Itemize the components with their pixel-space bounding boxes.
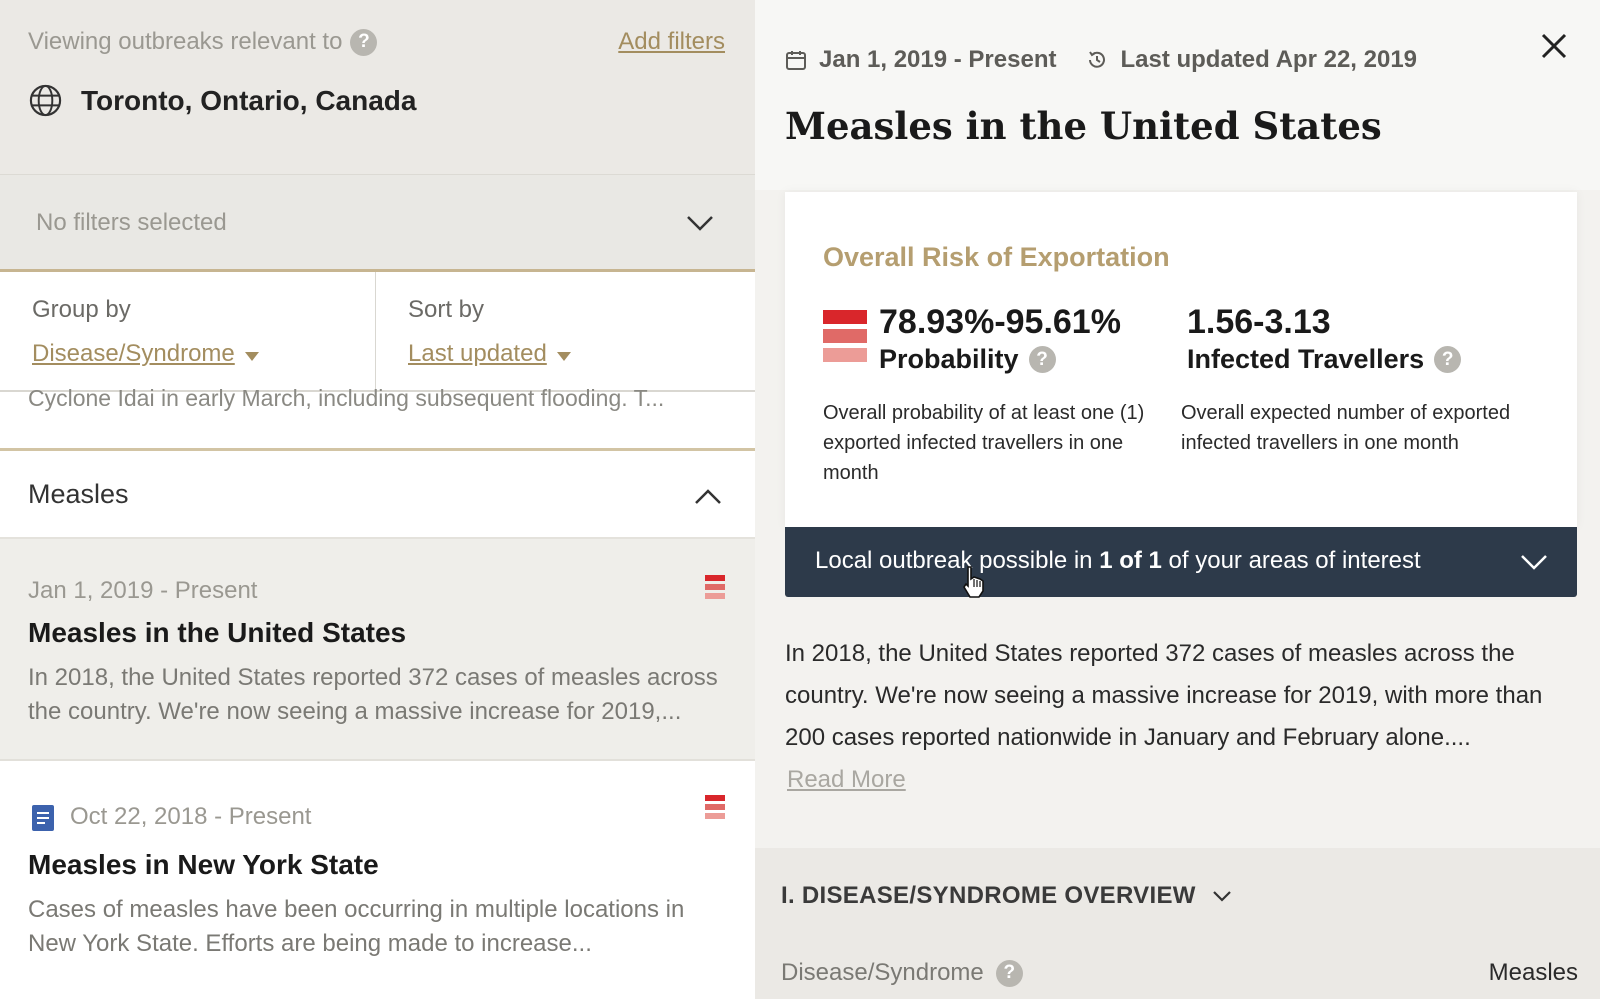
- chevron-down-icon: [685, 213, 715, 233]
- card-date: Jan 1, 2019 - Present: [28, 577, 258, 604]
- help-icon[interactable]: ?: [350, 29, 377, 56]
- card-title: Measles in the United States: [28, 617, 407, 648]
- travellers-value: 1.56-3.13: [1187, 303, 1331, 341]
- help-icon[interactable]: ?: [996, 960, 1023, 987]
- travellers-description: Overall expected number of exported infected travellers in one month: [1181, 402, 1511, 454]
- globe-icon: [28, 83, 63, 118]
- travellers-label: Infected Travellers: [1187, 344, 1425, 374]
- caret-down-icon: [245, 352, 259, 361]
- detail-title: Measles in the United States: [785, 104, 1382, 148]
- location-row: [28, 83, 416, 118]
- probability-description: Overall probability of at least one (1) exported infected travellers in one month: [823, 402, 1145, 484]
- location-header: [0, 0, 755, 174]
- group-by-label: Group by: [32, 296, 131, 323]
- sort-by-value: Last updated: [408, 340, 547, 367]
- section-header-label: I. DISEASE/SYNDROME OVERVIEW: [781, 882, 1196, 909]
- detail-date-range: Jan 1, 2019 - Present: [819, 46, 1057, 73]
- group-sort-controls: [0, 272, 755, 392]
- pointer-cursor-icon: [961, 565, 987, 599]
- detail-meta: [785, 46, 1417, 74]
- sort-by-control: [375, 272, 750, 392]
- disease-overview-section: [755, 848, 1600, 999]
- filters-dropdown[interactable]: [0, 174, 755, 272]
- disease-row: [781, 959, 1023, 987]
- risk-level-icon: [705, 795, 725, 822]
- add-filters-link[interactable]: Add filters: [618, 28, 725, 55]
- outbreak-detail-panel: [755, 0, 1600, 999]
- risk-card: [785, 192, 1577, 527]
- probability-label: Probability: [879, 344, 1019, 374]
- card-description: Cases of measles have been occurring in multiple locations in New York State. Efforts are being made to increase...: [28, 896, 685, 957]
- disease-label: Disease/Syndrome: [781, 959, 984, 986]
- local-outbreak-text: [815, 547, 1421, 575]
- probability-value: 78.93%-95.61%: [879, 303, 1121, 341]
- sort-by-select[interactable]: [408, 340, 571, 368]
- group-by-value: Disease/Syndrome: [32, 340, 235, 367]
- chevron-down-icon: [1519, 553, 1549, 571]
- group-by-control: [0, 272, 375, 392]
- document-icon: [32, 805, 54, 831]
- chevron-down-icon: [1212, 890, 1232, 902]
- chevron-up-icon: [693, 487, 723, 507]
- group-header-measles[interactable]: [0, 451, 755, 539]
- probability-block: [879, 302, 1121, 375]
- sort-by-label: Sort by: [408, 296, 485, 323]
- risk-heading: Overall Risk of Exportation: [823, 242, 1170, 272]
- card-description: In 2018, the United States reported 372 cases of measles across the country. We're now seeing a massive increase for 2019,...: [28, 664, 718, 725]
- outbreak-suffix: of your areas of interest: [1161, 547, 1421, 574]
- probability-label-row: [879, 344, 1121, 375]
- card-date: Oct 22, 2018 - Present: [70, 803, 312, 830]
- history-icon: [1086, 49, 1108, 71]
- local-outbreak-dropdown[interactable]: [785, 527, 1577, 597]
- outbreak-count: 1 of 1: [1099, 547, 1162, 574]
- caret-down-icon: [557, 352, 571, 361]
- card-title: Measles in New York State: [28, 849, 379, 880]
- filters-placeholder: No filters selected: [36, 209, 227, 236]
- read-more-link[interactable]: Read More: [787, 766, 906, 793]
- detail-header: [755, 0, 1600, 190]
- section-header[interactable]: [781, 882, 1232, 910]
- close-icon[interactable]: [1540, 32, 1568, 60]
- travellers-label-row: [1187, 344, 1461, 375]
- location-name: Toronto, Ontario, Canada: [81, 84, 417, 116]
- last-updated: Last updated Apr 22, 2019: [1120, 46, 1418, 73]
- outbreak-card[interactable]: [0, 761, 755, 999]
- risk-level-icon: [823, 310, 867, 367]
- outbreak-list-panel: [0, 0, 755, 999]
- help-icon[interactable]: ?: [1434, 346, 1461, 373]
- outbreak-prefix: Local outbreak possible in: [815, 547, 1100, 574]
- viewing-label: [28, 28, 377, 56]
- previous-card-text: Cyclone Idai in early March, including subsequent flooding. T...: [28, 385, 665, 411]
- detail-body: In 2018, the United States reported 372 cases of measles across the country. We're now seeing a massive increase for 2019, with more than 200 cases reported nationwide in January and February alone....: [785, 640, 1543, 751]
- help-icon[interactable]: ?: [1029, 346, 1056, 373]
- group-by-select[interactable]: [32, 340, 259, 368]
- risk-level-icon: [705, 575, 725, 602]
- outbreak-card[interactable]: [0, 539, 755, 761]
- disease-value: Measles: [1488, 959, 1578, 986]
- travellers-block: [1187, 302, 1461, 375]
- calendar-icon: [785, 49, 807, 71]
- group-header-label: Measles: [28, 479, 129, 509]
- viewing-text: Viewing outbreaks relevant to: [28, 28, 343, 55]
